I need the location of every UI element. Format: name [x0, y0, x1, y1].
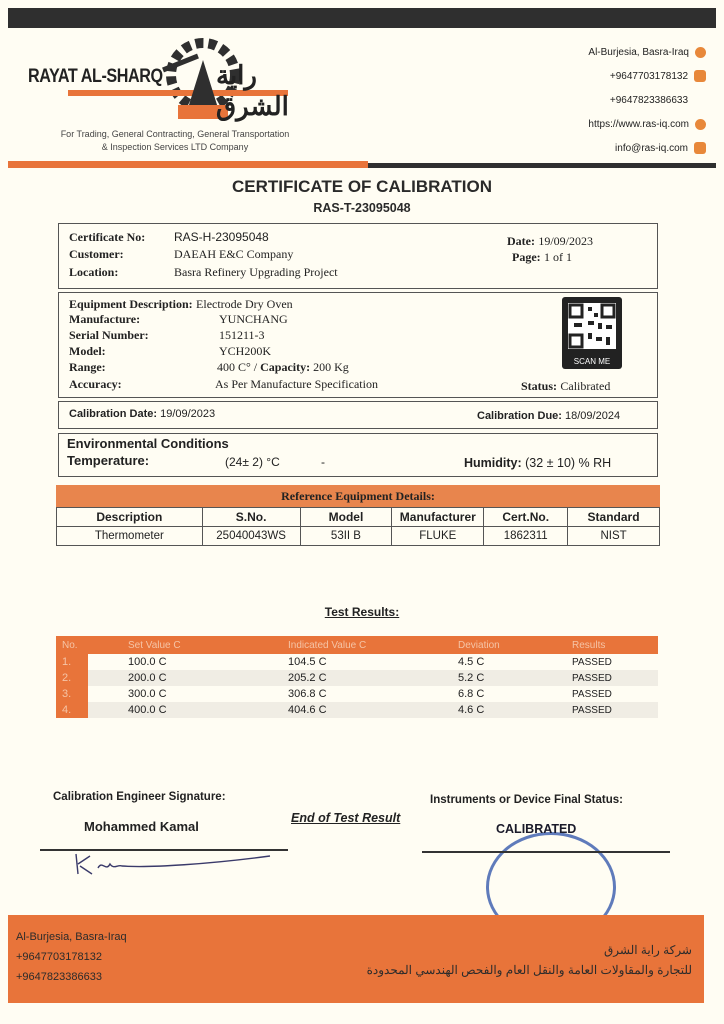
manufacture-value: YUNCHANG: [219, 312, 288, 326]
row-no: 3.: [56, 686, 88, 702]
manufacture-label-text: Manufacture:: [69, 312, 141, 326]
certificate-title: CERTIFICATE OF CALIBRATION: [231, 177, 492, 196]
temperature-label: Temperature:: [67, 453, 150, 468]
row-indicated: 404.6 C: [288, 704, 327, 716]
globe-icon: [695, 119, 706, 130]
header-deviation: Deviation: [458, 639, 500, 651]
ref-header-cell: Manufacturer: [392, 508, 484, 527]
customer-info-box: [58, 223, 658, 289]
test-results-title: Test Results:: [324, 605, 400, 619]
serial-value: 151211-3: [219, 328, 265, 342]
final-status-value: CALIBRATED: [496, 822, 577, 836]
row-set: 100.0 C: [128, 656, 167, 668]
company-name-ar: راية الشرق: [216, 60, 289, 121]
end-of-test-result: End of Test Result: [291, 811, 401, 825]
reference-data-row: [57, 527, 660, 546]
table-row: [56, 702, 658, 718]
header-set: Set Value C: [128, 639, 181, 651]
row-no: 1.: [56, 654, 88, 670]
header-indicated: Indicated Value C: [288, 639, 367, 651]
footer-address: Al-Burjesia, Basra-Iraq: [16, 931, 127, 943]
final-status-title: Instruments or Device Final Status:: [430, 794, 623, 806]
page-value: 1 of 1: [544, 250, 572, 264]
qr-code[interactable]: [562, 297, 622, 369]
capacity-label: Capacity:: [260, 360, 311, 374]
phone-icon: [694, 70, 706, 82]
range-value: 400 C° /: [217, 360, 261, 374]
ref-cell: Thermometer: [57, 527, 203, 546]
test-results-header: [56, 636, 658, 654]
qr-pattern: [568, 303, 616, 349]
model-label-text: Model:: [69, 344, 106, 358]
range-label: [69, 360, 106, 375]
customer-label-text: Customer:: [69, 247, 124, 261]
date-value: 19/09/2023: [538, 234, 593, 248]
table-row: [56, 654, 658, 670]
footer-phone-1: +9647703178132: [16, 951, 102, 963]
row-result: PASSED: [572, 672, 612, 684]
phone-1-text: +9647703178132: [609, 70, 688, 82]
temperature-dash: -: [321, 455, 325, 469]
manufacture-label: [69, 312, 140, 327]
accuracy-value: As Per Manufacture Specification: [215, 377, 378, 391]
ref-header-cell: Cert.No.: [484, 508, 568, 527]
certificate-code: RAS-T-23095048: [313, 201, 411, 215]
model-label: [69, 344, 106, 359]
scan-me-label: SCAN ME: [573, 357, 611, 366]
mail-icon: [694, 142, 706, 154]
contact-website: [588, 112, 706, 136]
header-results: Results: [572, 639, 606, 651]
email-link[interactable]: info@ras-iq.com: [615, 142, 688, 154]
calibration-dates-box: [58, 401, 658, 429]
row-indicated: 306.8 C: [288, 688, 327, 700]
page-row: [512, 250, 572, 265]
ref-header-cell: S.No.: [202, 508, 300, 527]
ref-cell: 53II B: [300, 527, 392, 546]
ref-header-cell: Standard: [568, 508, 660, 527]
row-deviation: 5.2 C: [458, 672, 485, 684]
header-divider-orange: [8, 161, 368, 168]
header-contacts: [588, 40, 706, 160]
engineer-name: Mohammed Kamal: [84, 819, 199, 834]
reference-table: [56, 507, 660, 546]
engineer-signature-title: Calibration Engineer Signature:: [53, 791, 226, 803]
row-no: 4.: [56, 702, 88, 718]
tagline-line-1: For Trading, General Contracting, General Transportation: [60, 129, 290, 139]
company-name-en: RAYAT AL-SHARQ: [28, 66, 163, 87]
contact-phone-2: [588, 88, 706, 112]
customer-label: [69, 247, 124, 262]
row-no: 2.: [56, 670, 88, 686]
reference-equipment-title: Reference Equipment Details:: [56, 485, 660, 507]
accuracy-label: [69, 377, 122, 392]
location-label-text: Location:: [69, 265, 119, 279]
humidity-row: [464, 456, 611, 470]
header-divider-dark: [368, 163, 716, 168]
footer-arabic-desc: للتجارة والمقاولات العامة والنقل العام والفحص الهندسي المحدودة: [366, 963, 692, 977]
range-label-text: Range:: [69, 360, 106, 374]
reference-header-row: [57, 508, 660, 527]
company-tagline: [30, 128, 320, 154]
date-row: [507, 234, 593, 249]
table-row: [56, 686, 658, 702]
ref-cell: NIST: [568, 527, 660, 546]
row-deviation: 4.5 C: [458, 656, 485, 668]
row-deviation: 4.6 C: [458, 704, 485, 716]
status-value: Calibrated: [560, 379, 611, 393]
row-set: 200.0 C: [128, 672, 167, 684]
calibration-date-label: Calibration Date:: [69, 408, 158, 420]
row-result: PASSED: [572, 704, 612, 716]
cert-no-label: Certificate No:: [69, 230, 146, 244]
footer-arabic-name: شركة راية الشرق: [603, 943, 692, 957]
row-deviation: 6.8 C: [458, 688, 485, 700]
equipment-box: [58, 292, 658, 398]
footer-band: [8, 915, 704, 1003]
top-bar: [8, 8, 716, 28]
handwritten-signature-icon: [70, 850, 300, 880]
ref-header-cell: Description: [57, 508, 203, 527]
location-label: [69, 265, 118, 280]
location-value: Basra Refinery Upgrading Project: [174, 265, 338, 279]
status-row: [521, 379, 610, 394]
serial-label: [69, 328, 149, 343]
location-pin-icon: [695, 47, 706, 58]
temperature-value: (24± 2) °C: [225, 455, 280, 469]
model-value: YCH200K: [219, 344, 272, 358]
serial-label-text: Serial Number:: [69, 328, 149, 342]
footer-contacts: [16, 927, 127, 987]
contact-address: [588, 40, 706, 64]
date-label: Date:: [507, 234, 535, 248]
equipment-desc-value: Electrode Dry Oven: [196, 297, 293, 311]
row-indicated: 104.5 C: [288, 656, 327, 668]
row-indicated: 205.2 C: [288, 672, 327, 684]
ref-cell: 1862311: [484, 527, 568, 546]
equipment-desc-row: [69, 297, 293, 312]
status-label: Status:: [521, 379, 558, 393]
tagline-line-2: & Inspection Services LTD Company: [101, 142, 249, 153]
calibration-due-value: 18/09/2024: [565, 410, 621, 422]
company-logo: [28, 30, 328, 130]
calibration-date-value: 19/09/2023: [160, 408, 216, 420]
ref-cell: 25040043WS: [202, 527, 300, 546]
row-set: 300.0 C: [128, 688, 167, 700]
cert-no-row: [69, 230, 145, 245]
phone-spacer: [694, 94, 706, 106]
test-results-table: [56, 636, 658, 718]
calibration-date-row: [69, 408, 215, 420]
row-set: 400.0 C: [128, 704, 167, 716]
capacity-value: 200 Kg: [310, 360, 349, 374]
ref-cell: FLUKE: [392, 527, 484, 546]
contact-email: [588, 136, 706, 160]
footer-phone-2: +9647823386633: [16, 971, 102, 983]
address-text: Al-Burjesia, Basra-Iraq: [588, 46, 689, 58]
footer-arabic: [367, 940, 692, 980]
humidity-value: (32 ± 10) % RH: [525, 456, 612, 470]
environment-title: Environmental Conditions: [67, 436, 229, 451]
signature-line-right: [422, 851, 670, 853]
range-capacity-value: [217, 360, 349, 375]
website-link[interactable]: https://www.ras-iq.com: [588, 118, 689, 130]
calibration-due-row: [477, 410, 620, 422]
reference-equipment-table: [56, 485, 660, 546]
qr-code-icon: [568, 303, 616, 349]
accuracy-label-text: Accuracy:: [69, 377, 122, 391]
cert-no-value: RAS-H-23095048: [174, 230, 269, 244]
phone-2-text: +9647823386633: [609, 94, 688, 106]
customer-value: DAEAH E&C Company: [174, 247, 294, 261]
row-result: PASSED: [572, 656, 612, 668]
ref-header-cell: Model: [300, 508, 392, 527]
header-no: No.: [56, 636, 88, 654]
row-result: PASSED: [572, 688, 612, 700]
table-row: [56, 670, 658, 686]
calibration-due-label: Calibration Due:: [477, 410, 562, 422]
page-label: Page:: [512, 250, 541, 264]
environment-box: [58, 433, 658, 477]
contact-phone-1: [588, 64, 706, 88]
equipment-desc-label: Equipment Description:: [69, 297, 193, 311]
humidity-label: Humidity:: [464, 456, 522, 470]
